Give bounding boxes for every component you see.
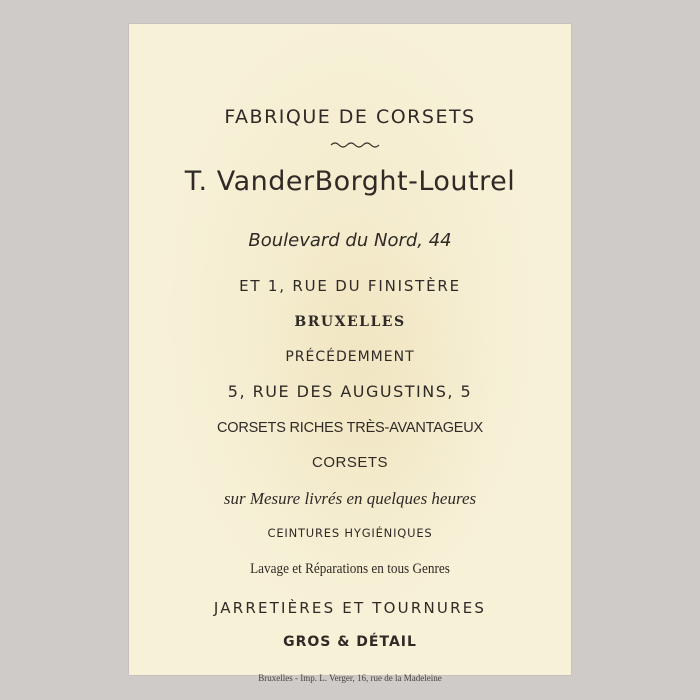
wave-ornament	[129, 138, 571, 150]
city: BRUXELLES	[294, 314, 406, 330]
address-secondary: ET 1, RUE DU FINISTÈRE	[239, 277, 461, 295]
card-heading: FABRIQUE DE CORSETS	[224, 106, 476, 128]
offer-repairs: Lavage et Réparations en tous Genres	[250, 561, 450, 577]
proprietor-name: T. VanderBorght-Loutrel	[184, 166, 516, 197]
offer-garters: JARRETIÈRES ET TOURNURES	[213, 599, 487, 617]
previous-address: 5, RUE DES AUGUSTINS, 5	[227, 382, 473, 401]
printer-imprint: Bruxelles - Imp. L. Verger, 16, rue de la Madeleine	[258, 673, 442, 683]
previously-label: PRÉCÉDEMMENT	[285, 349, 415, 365]
offer-rich-corsets: CORSETS RICHES TRÈS-AVANTAGEUX	[216, 420, 484, 436]
trade-card	[129, 24, 571, 683]
offer-made-to-measure: sur Mesure livrés en quelques heures	[223, 489, 477, 508]
offer-corsets: CORSETS	[311, 454, 388, 471]
address-primary: Boulevard du Nord, 44	[248, 230, 452, 251]
offer-wholesale-retail: GROS & DÉTAIL	[283, 634, 417, 650]
offer-belts: CEINTURES HYGIÉNIQUES	[267, 526, 433, 540]
